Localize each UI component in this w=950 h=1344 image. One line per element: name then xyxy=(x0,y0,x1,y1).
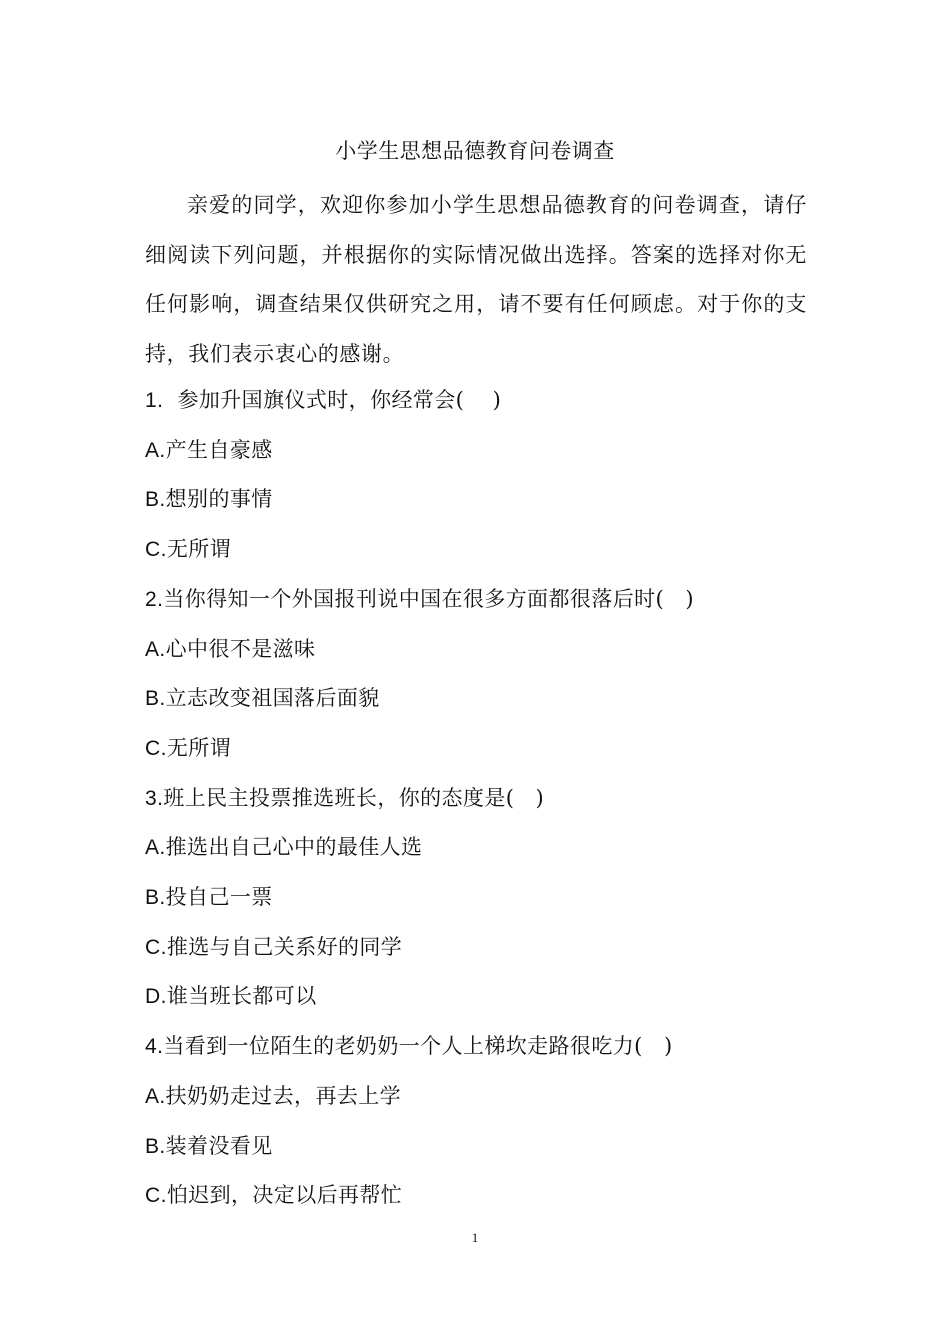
answer-option xyxy=(145,683,805,714)
option-label: 心中很不是滋味 xyxy=(165,636,316,661)
option-label: 立志改变祖国落后面貌 xyxy=(165,686,380,711)
option-label: 想别的事情 xyxy=(165,487,273,512)
option-label: 推选出自己心中的最佳人选 xyxy=(165,835,423,860)
answer-option xyxy=(145,484,805,515)
answer-option xyxy=(145,435,805,466)
option-letter: A. xyxy=(145,1084,166,1108)
document-title: 小学生思想品德教育问卷调查 xyxy=(335,139,615,163)
option-label: 装着没看见 xyxy=(165,1133,273,1158)
question-text xyxy=(145,385,805,416)
question-number: 4. xyxy=(145,1035,164,1059)
answer-option xyxy=(145,534,805,565)
intro-paragraph: 亲爱的同学，欢迎你参加小学生思想品德教育的问卷调查，请仔细阅读下列问题，并根据你的实际情况做出选择。答案的选择对你无任何影响，调查结果仅供研究之用，请不要有任何顾虑。对于你的支持，我们表示衷心的感谢。 xyxy=(145,193,807,366)
answer-option xyxy=(145,832,805,863)
answer-option xyxy=(145,932,805,963)
option-letter: A. xyxy=(145,637,166,661)
answer-option xyxy=(145,1081,805,1112)
answer-option xyxy=(145,882,805,913)
question-number: 1. xyxy=(145,389,164,412)
option-label: 无所谓 xyxy=(166,735,232,760)
question-body: 参加升国旗仪式时，你经常会( ) xyxy=(163,388,502,412)
option-letter: C. xyxy=(145,538,167,562)
option-letter: B. xyxy=(145,488,166,512)
question-number: 3. xyxy=(145,786,164,810)
question-number: 2. xyxy=(145,587,164,611)
answer-option xyxy=(145,1131,805,1162)
answer-option xyxy=(145,733,805,764)
question-body: 班上民主投票推选班长，你的态度是( ) xyxy=(163,785,545,810)
question-body: 当看到一位陌生的老奶奶一个人上梯坎走路很吃力( ) xyxy=(163,1034,673,1059)
option-letter: B. xyxy=(145,687,166,711)
option-label: 怕迟到，决定以后再帮忙 xyxy=(166,1183,403,1208)
answer-option xyxy=(145,634,805,665)
option-label: 推选与自己关系好的同学 xyxy=(166,934,403,959)
option-label: 扶奶奶走过去，再去上学 xyxy=(165,1083,402,1108)
option-label: 投自己一票 xyxy=(165,885,273,909)
option-label: 谁当班长都可以 xyxy=(166,984,317,1009)
answer-option xyxy=(145,1180,805,1211)
option-letter: C. xyxy=(145,1184,167,1208)
question-text xyxy=(145,1031,805,1062)
option-letter: C. xyxy=(145,736,167,760)
option-label: 无所谓 xyxy=(166,537,232,562)
option-letter: B. xyxy=(145,886,166,909)
option-letter: B. xyxy=(145,1134,166,1158)
option-label: 产生自豪感 xyxy=(165,437,273,462)
option-letter: A. xyxy=(145,836,166,860)
question-body: 当你得知一个外国报刊说中国在很多方面都很落后时( ) xyxy=(163,586,694,611)
option-letter: A. xyxy=(145,438,166,462)
question-text xyxy=(145,783,805,814)
option-letter: D. xyxy=(145,985,167,1009)
option-letter: C. xyxy=(145,935,167,959)
page-number: 1 xyxy=(471,1230,479,1245)
answer-option xyxy=(145,981,805,1012)
question-text xyxy=(145,584,805,615)
